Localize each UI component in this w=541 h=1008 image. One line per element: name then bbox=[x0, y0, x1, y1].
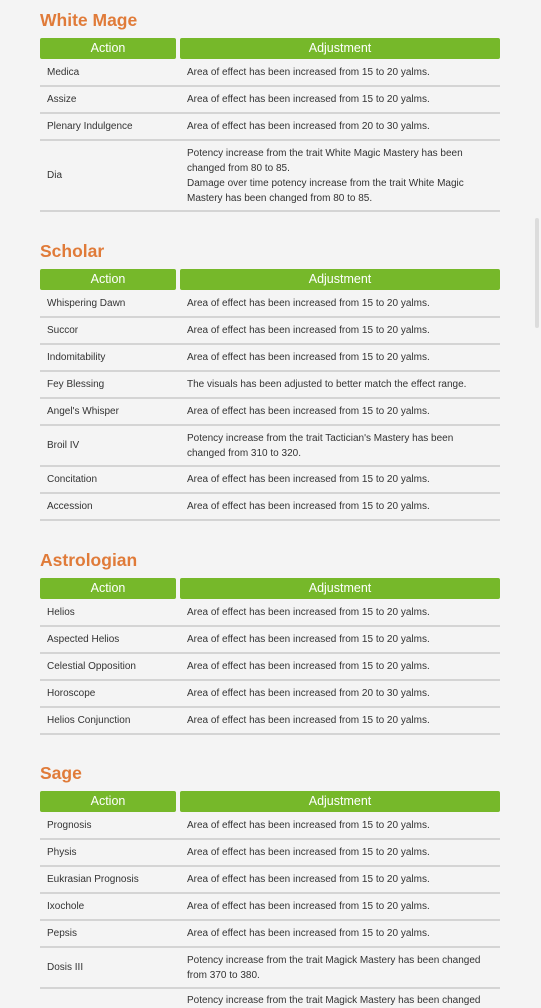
adjustment-text: Potency increase from the trait Magick Mastery has been changed bbox=[187, 995, 481, 1006]
adjustment-cell bbox=[187, 494, 492, 519]
adjustment-cell bbox=[187, 345, 492, 370]
adjustment-text: Area of effect has been increased from 15 to 20 yalms. bbox=[187, 298, 430, 309]
adjustment-text: The visuals has been adjusted to better match the effect range. bbox=[187, 379, 467, 390]
action-cell: Indomitability bbox=[47, 352, 106, 363]
adjustment-text: Area of effect has been increased from 15 to 20 yalms. bbox=[187, 874, 430, 885]
action-cell: Medica bbox=[47, 67, 80, 78]
adjustment-text: Area of effect has been increased from 15 to 20 yalms. bbox=[187, 847, 430, 858]
action-cell: Horoscope bbox=[47, 688, 96, 699]
adjustment-text: Potency increase from the trait White Magic Mastery has been changed from 80 to 85. bbox=[187, 147, 463, 174]
adjustment-cell bbox=[187, 114, 492, 139]
adjustment-text: Area of effect has been increased from 15 to 20 yalms. bbox=[187, 352, 430, 363]
adjustment-cell bbox=[187, 921, 492, 946]
table-header bbox=[40, 38, 500, 59]
table-row bbox=[40, 708, 500, 735]
table-row bbox=[40, 654, 500, 681]
table-row bbox=[40, 494, 500, 521]
action-cell: Fey Blessing bbox=[47, 379, 105, 390]
action-cell: Physis bbox=[47, 847, 77, 858]
adjustment-text: Area of effect has been increased from 15 to 20 yalms. bbox=[187, 325, 430, 336]
action-cell: Eukrasian Prognosis bbox=[47, 874, 139, 885]
table-row bbox=[40, 867, 500, 894]
column-header-adjustment: Adjustment bbox=[180, 791, 500, 812]
adjustment-text: Area of effect has been increased from 15 to 20 yalms. bbox=[187, 607, 430, 618]
action-cell: Succor bbox=[47, 325, 79, 336]
adjustment-text: Potency increase from the trait Magick Mastery has been changed from 370 to 380. bbox=[187, 954, 481, 981]
action-cell bbox=[47, 989, 177, 1000]
table-row bbox=[40, 60, 500, 87]
adjustment-cell bbox=[187, 708, 492, 733]
table-row bbox=[40, 345, 500, 372]
table-row bbox=[40, 87, 500, 114]
action-cell: Angel's Whisper bbox=[47, 406, 119, 417]
table-row bbox=[40, 372, 500, 399]
adjustment-cell bbox=[187, 948, 492, 987]
table-row bbox=[40, 141, 500, 212]
adjustment-cell bbox=[187, 627, 492, 652]
adjustment-cell bbox=[187, 141, 492, 210]
adjustment-text: Area of effect has been increased from 20 to 30 yalms. bbox=[187, 121, 430, 132]
table-row bbox=[40, 318, 500, 345]
adjustment-text: Area of effect has been increased from 15 to 20 yalms. bbox=[187, 715, 430, 726]
adjustment-text: Area of effect has been increased from 20 to 30 yalms. bbox=[187, 688, 430, 699]
adjustment-text: Area of effect has been increased from 15 to 20 yalms. bbox=[187, 94, 430, 105]
adjustment-cell bbox=[187, 291, 492, 316]
action-cell: Dosis III bbox=[47, 962, 84, 973]
section-title: Scholar bbox=[40, 241, 105, 261]
column-header-action: Action bbox=[40, 38, 176, 59]
adjustment-cell bbox=[187, 399, 492, 424]
action-cell: Pepsis bbox=[47, 928, 78, 939]
section-title: Astrologian bbox=[40, 550, 138, 570]
adjustment-cell bbox=[187, 426, 492, 465]
adjustment-cell bbox=[187, 60, 492, 85]
adjustment-text: Potency increase from the trait Tactician's Mastery has been changed from 310 to 320. bbox=[187, 432, 454, 459]
adjustment-text: Area of effect has been increased from 15 to 20 yalms. bbox=[187, 474, 430, 485]
adjustment-text: Area of effect has been increased from 15 to 20 yalms. bbox=[187, 67, 430, 78]
adjustment-text: Area of effect has been increased from 15 to 20 yalms. bbox=[187, 634, 430, 645]
adjustment-text: Area of effect has been increased from 15 to 20 yalms. bbox=[187, 901, 430, 912]
adjustment-cell bbox=[187, 467, 492, 492]
adjustment-cell bbox=[187, 989, 492, 1006]
table-header bbox=[40, 269, 500, 290]
adjustment-text: Area of effect has been increased from 15 to 20 yalms. bbox=[187, 501, 430, 512]
action-cell: Plenary Indulgence bbox=[47, 121, 133, 132]
adjustment-cell bbox=[187, 318, 492, 343]
column-header-action: Action bbox=[40, 791, 176, 812]
table-row bbox=[40, 114, 500, 141]
table-row bbox=[40, 627, 500, 654]
table-row bbox=[40, 600, 500, 627]
adjustment-cell bbox=[187, 813, 492, 838]
adjustment-cell bbox=[187, 654, 492, 679]
table-row bbox=[40, 399, 500, 426]
column-header-action: Action bbox=[40, 578, 176, 599]
action-cell: Concitation bbox=[47, 474, 98, 485]
adjustment-cell bbox=[187, 867, 492, 892]
table-row bbox=[40, 894, 500, 921]
adjustment-text: Area of effect has been increased from 15 to 20 yalms. bbox=[187, 820, 430, 831]
column-header-adjustment: Adjustment bbox=[180, 38, 500, 59]
table-row bbox=[40, 948, 500, 989]
column-header-adjustment: Adjustment bbox=[180, 578, 500, 599]
scrollbar-thumb[interactable] bbox=[535, 218, 539, 328]
action-cell: Ixochole bbox=[47, 901, 85, 912]
table-header bbox=[40, 791, 500, 812]
table-row bbox=[40, 467, 500, 494]
table-row bbox=[40, 840, 500, 867]
section-title: White Mage bbox=[40, 10, 138, 30]
action-cell: Whispering Dawn bbox=[47, 298, 126, 309]
adjustment-cell bbox=[187, 600, 492, 625]
section-title: Sage bbox=[40, 763, 82, 783]
adjustment-text: Area of effect has been increased from 15 to 20 yalms. bbox=[187, 406, 430, 417]
action-cell: Helios bbox=[47, 607, 75, 618]
adjustment-cell bbox=[187, 840, 492, 865]
action-cell: Helios Conjunction bbox=[47, 715, 131, 726]
action-cell: Broil IV bbox=[47, 440, 80, 451]
action-cell: Prognosis bbox=[47, 820, 92, 831]
table-row bbox=[40, 291, 500, 318]
table-row bbox=[40, 989, 500, 1006]
table-row bbox=[40, 681, 500, 708]
action-cell: Aspected Helios bbox=[47, 634, 120, 645]
action-cell: Celestial Opposition bbox=[47, 661, 136, 672]
adjustment-text: Area of effect has been increased from 15 to 20 yalms. bbox=[187, 928, 430, 939]
adjustment-text: Area of effect has been increased from 15 to 20 yalms. bbox=[187, 661, 430, 672]
adjustment-cell bbox=[187, 894, 492, 919]
action-cell: Dia bbox=[47, 170, 63, 181]
table-row bbox=[40, 813, 500, 840]
column-header-adjustment: Adjustment bbox=[180, 269, 500, 290]
action-cell: Accession bbox=[47, 501, 93, 512]
adjustment-cell bbox=[187, 681, 492, 706]
column-header-action: Action bbox=[40, 269, 176, 290]
table-row bbox=[40, 426, 500, 467]
table-header bbox=[40, 578, 500, 599]
action-cell: Assize bbox=[47, 94, 77, 105]
adjustment-cell bbox=[187, 87, 492, 112]
table-row bbox=[40, 921, 500, 948]
adjustment-text: Damage over time potency increase from the trait White Magic Mastery has been changed from 80 to 85. bbox=[187, 177, 464, 204]
adjustment-cell bbox=[187, 372, 492, 397]
